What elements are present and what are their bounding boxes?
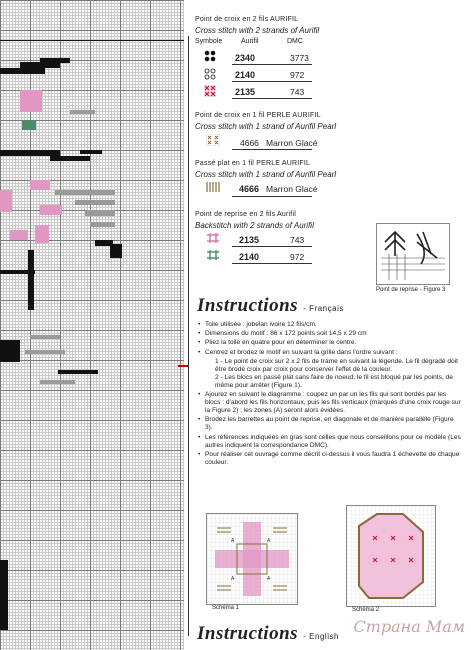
legend-rule bbox=[232, 196, 312, 197]
symbol-pink-backstitch-icon bbox=[206, 233, 220, 243]
watermark: Страна Мам bbox=[353, 617, 465, 636]
passe-legend-subtitle: Cross stitch with 1 strand of Aurifil Pearl bbox=[195, 170, 337, 179]
legend-dmc: 3773 bbox=[290, 53, 309, 63]
instruction-bullet: • Toile utilisée : jobelan ivoire 12 fils/cm. bbox=[197, 321, 463, 329]
instruction-bullet: • Dimensions du motif : 86 x 172 points soit 14,5 x 29 cm bbox=[197, 330, 463, 338]
legend-rule bbox=[232, 98, 312, 99]
legend-dmc: 743 bbox=[290, 87, 305, 97]
symbol-filled-dots-icon bbox=[204, 50, 216, 62]
col-aurifil: Aurifil bbox=[241, 38, 259, 45]
vertical-divider bbox=[188, 36, 189, 636]
reprise-code: 2140 bbox=[239, 252, 260, 262]
reprise-legend-title: Point de reprise en 2 fils Aurifil bbox=[195, 211, 296, 218]
center-marker bbox=[178, 365, 188, 367]
instruction-bullet: • Centrez et brodez le motif en suivant la grille dans l'ordre suivant : bbox=[197, 349, 463, 357]
col-dmc: DMC bbox=[287, 38, 303, 45]
instruction-step: 1 - Le point de croix sur 2 x 2 fils de trame en suivant la légende. Le fil dégradé doit être brodé croix par croix pour conserver l'effet de la couleur. bbox=[215, 357, 459, 374]
symbol-green-backstitch-icon bbox=[206, 250, 220, 260]
perle-name: Marron Glacé bbox=[266, 138, 318, 148]
passe-name: Marron Glacé bbox=[266, 184, 318, 194]
schema1-illustration bbox=[206, 513, 298, 605]
legend-rule bbox=[232, 81, 312, 82]
schema2-caption: Schéma 2 bbox=[352, 607, 380, 613]
cross-legend-title: Point de croix en 2 fils AURIFIL bbox=[195, 16, 299, 23]
instructions-en-title: Instructions bbox=[197, 623, 299, 644]
cross-legend-subtitle: Cross stitch with 2 strands of Aurifil bbox=[195, 26, 320, 35]
perle-legend-subtitle: Cross stitch with 1 strand of Aurifil Pearl bbox=[195, 122, 337, 131]
cross-stitch-chart bbox=[0, 0, 184, 650]
instruction-step: 2 - Les blocs en passé plat sans faire de noeud, le fil est bloqué par les points, de même pour arrêter (Figure 1). bbox=[215, 374, 453, 390]
legend-code: 2135 bbox=[235, 87, 256, 97]
perle-code: 4666 bbox=[240, 138, 259, 148]
legend-rule bbox=[232, 149, 312, 150]
instructions-fr-heading bbox=[197, 295, 344, 317]
reprise-legend-subtitle: Backstitch with 2 strands of Aurifil bbox=[195, 221, 314, 230]
legend-rule bbox=[232, 246, 312, 247]
instructions-fr-title: Instructions bbox=[197, 295, 299, 316]
svg-text:A: A bbox=[267, 576, 271, 582]
legend-rule bbox=[232, 64, 312, 65]
symbol-open-dots-icon bbox=[204, 68, 216, 80]
figure3-caption: Point de reprise - Figure 3 bbox=[376, 287, 446, 293]
instructions-fr-body bbox=[197, 321, 463, 468]
instructions-en-lang: - English bbox=[303, 632, 339, 641]
col-symbole: Symbole bbox=[195, 38, 223, 45]
legend-rule bbox=[232, 263, 312, 264]
schema1-caption: Schéma 1 bbox=[212, 605, 240, 611]
symbol-red-cross-icon bbox=[204, 85, 216, 97]
instructions-en-heading bbox=[197, 623, 339, 645]
passe-code: 4666 bbox=[239, 184, 260, 194]
chart-motif-art bbox=[0, 0, 184, 650]
passe-legend-title: Passé plat en 1 fil PERLE AURIFIL bbox=[195, 160, 311, 167]
perle-legend-title: Point de croix en 1 fil PERLE AURIFIL bbox=[195, 112, 321, 119]
reprise-dmc: 743 bbox=[290, 235, 305, 245]
symbol-satin-icon bbox=[205, 181, 221, 193]
svg-text:A: A bbox=[231, 538, 235, 544]
figure3-illustration bbox=[376, 223, 450, 285]
reprise-code: 2135 bbox=[239, 235, 260, 245]
reprise-dmc: 972 bbox=[290, 252, 305, 262]
instruction-bullet: • Pour réaliser cet ouvrage comme décrit ci-dessus il vous faudra 1 échevette de chaque couleur. bbox=[197, 451, 463, 467]
legend-dmc: 972 bbox=[290, 70, 305, 80]
instruction-bullet: • Les références indiquées en gras sont celles que nous conseillons pour ce modèle (Les autres indiquent la correspondance DMC). bbox=[197, 434, 463, 450]
legend-code: 2340 bbox=[235, 53, 256, 63]
svg-text:A: A bbox=[231, 576, 235, 582]
instructions-fr-lang: - Français bbox=[303, 304, 344, 313]
schema2-illustration bbox=[346, 505, 436, 607]
symbol-perle-icon bbox=[206, 134, 220, 146]
legend-code: 2140 bbox=[235, 70, 256, 80]
instruction-bullet: • Pliez la toile en quatre pour en déterminer le centre. bbox=[197, 339, 463, 347]
svg-text:A: A bbox=[267, 538, 271, 544]
instruction-bullet: • Brodez les barrettes au point de reprise, en diagonale et de manière parallèle (Figure 3). bbox=[197, 416, 463, 432]
instruction-bullet: • Ajourez en suivant le diagramme : coupez un par un les fils qui sont bordés par les blocs : d'abord les fils horizontaux, puis les fils verticaux (marqués d'une croix rouge sur la Figure 2) ; les zones (A) seront alors évidées. bbox=[197, 391, 463, 416]
